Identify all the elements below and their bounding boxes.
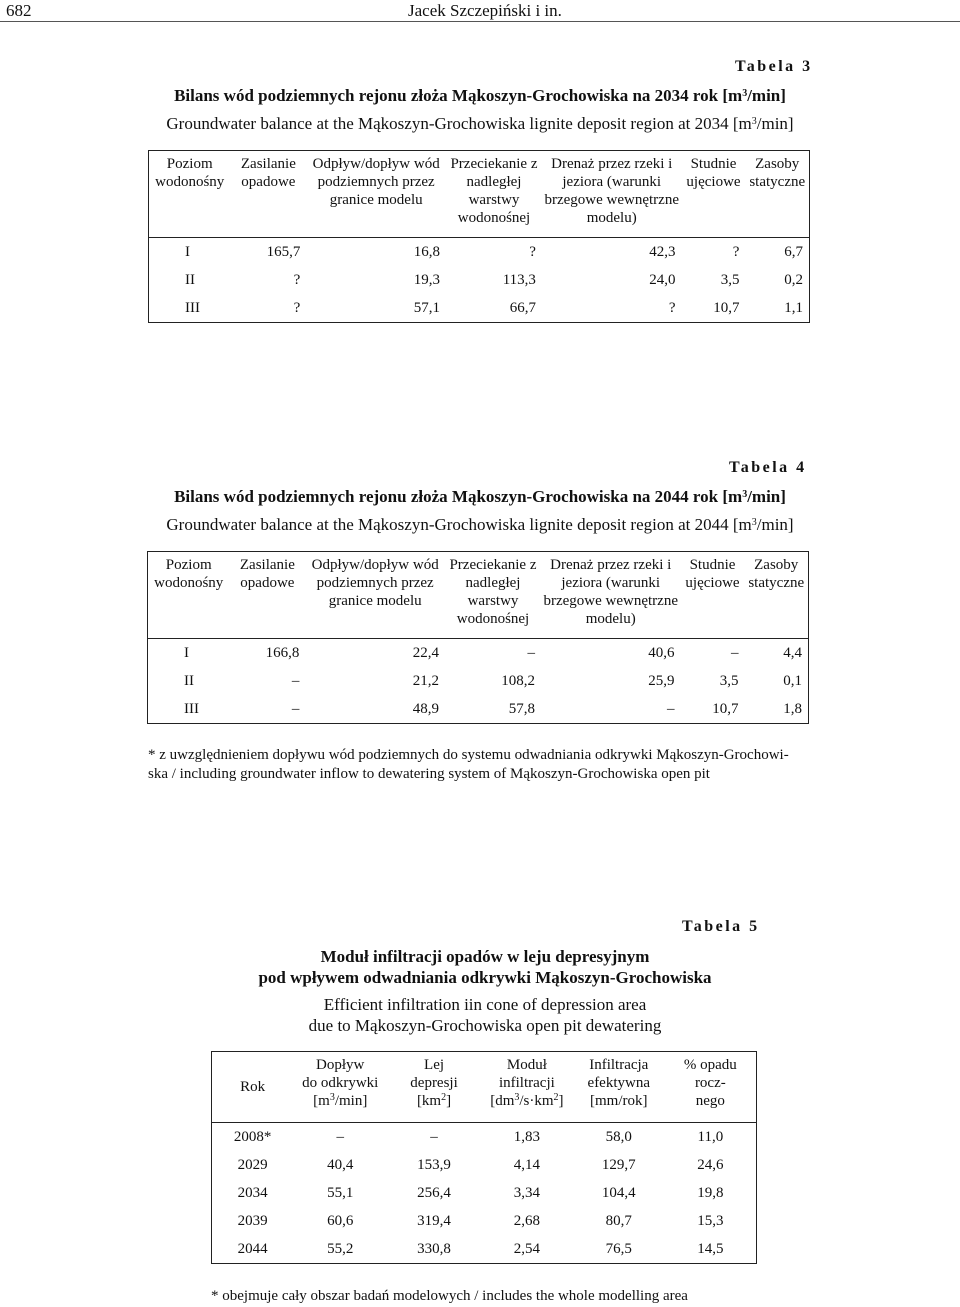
table-cell: 76,5 [573,1235,665,1264]
table-row [148,695,809,724]
table4-title-en: Groundwater balance at the Mąkoszyn-Grochowiska lignite deposit region at 2044 $[m^3/\min]$ [166,515,794,534]
table-cell: 21,2 [412,672,440,689]
table-cell: 3,5 [719,672,739,689]
table-cell: 24,6 [665,1151,757,1179]
table-cell: 15,3 [665,1207,757,1235]
table-cell: 0,2 [745,266,809,294]
table4-footnote: * z uwzględnieniem dopływu wód podziemnych do systemu odwadniania odkrywki Mąkoszyn-Grochowi-ska / including groundwater inflow to dewatering system of Mąkoszyn-Grochowiska open pit [148,747,789,782]
table-cell: III [148,695,230,724]
table-cell: 330,8 [387,1235,481,1264]
table-cell: ? [542,294,682,323]
table-cell: 1,8 [744,695,808,724]
table-row [212,1179,757,1207]
table-cell: 6,7 [745,238,809,267]
table5-col-infiltration: Infiltracja efektywna [mm/rok] [573,1052,665,1123]
table3 [148,150,810,323]
table5 [211,1051,757,1264]
table5-title-pl: Moduł infiltracji opadów w leju depresyjnym pod wpływem odwadniania odkrywki Mąkoszyn-Grochowiska [258,947,712,987]
table-cell: 0,1 [744,667,808,695]
table3-col-2: Odpływ/dopływ wód podziemnych przez granice modelu [306,151,446,238]
table-row [212,1151,757,1179]
table-cell: 66,7 [446,294,542,323]
table-row [148,639,809,668]
table3-col-1: Zasilanie opadowe [230,151,306,238]
table-cell: 129,7 [601,1156,636,1173]
table-cell: III [149,294,231,323]
table-cell: 1,83 [481,1123,573,1152]
table-cell: 14,5 [665,1235,757,1264]
table-cell: 2039 [212,1207,294,1235]
table-cell: 1,1 [745,294,809,323]
table-cell: 165,7 [230,238,306,267]
table-cell: 2,68 [513,1212,540,1229]
table4-title-pl: Bilans wód podziemnych rejonu złoża Mąkoszyn-Grochowiska na 2044 rok $[m^3/\min]$ [174,487,786,506]
table-cell: ? [682,238,746,267]
table-cell: 19,3 [413,271,441,288]
table4-col-1: Zasilanie opadowe [229,552,305,639]
table3-col-3: Przeciekanie z nadległej warstwy wodonośnej [446,151,542,238]
table-cell: 80,7 [605,1212,632,1229]
table-cell: 108,2 [501,672,535,689]
table-cell: – [291,672,300,689]
table-row [148,667,809,695]
table-cell: 113,3 [502,271,536,288]
table3-title-pl: Bilans wód podziemnych rejonu złoża Mąkoszyn-Grochowiska na 2034 rok $[m^3/\min]$ [174,86,786,105]
header-rule [0,21,960,22]
table3-title-en: Groundwater balance at the Mąkoszyn-Grochowiska lignite deposit region at 2034 $[m^3/\min]$ [166,114,794,133]
table-cell: II [149,266,231,294]
table3-col-0: Poziom wodonośny [149,151,231,238]
table-cell: I [149,238,231,267]
table3-col-6: Zasoby statyczne [745,151,809,238]
table-cell: 10,7 [681,695,745,724]
table-cell: 2044 [212,1235,294,1264]
table4-col-6: Zasoby statyczne [744,552,808,639]
table-cell: – [445,639,541,668]
table-cell: I [148,639,230,668]
table-row [149,238,810,267]
table-cell: 4,4 [744,639,808,668]
table-cell: 48,9 [305,695,445,724]
table-cell: 319,4 [417,1212,451,1229]
table-cell: – [293,1123,387,1152]
table-cell: 55,2 [293,1235,387,1264]
table-row [212,1235,757,1264]
table-cell: ? [230,294,306,323]
table-cell: II [148,667,230,695]
table4-col-5: Studnie ujęciowe [681,552,745,639]
table-cell: 4,14 [513,1156,540,1173]
table5-col-cone: Lej depresji $[km^2]$ [387,1052,481,1123]
table-cell: 104,4 [601,1184,636,1201]
running-authors: Jacek Szczepiński i in. [408,1,562,20]
table4-col-2: Odpływ/dopływ wód podziemnych przez granice modelu [305,552,445,639]
table-cell: 3,34 [513,1184,540,1201]
table4-col-0: Poziom wodonośny [148,552,230,639]
table-row [149,266,810,294]
table-row [212,1123,757,1152]
table-cell: 55,1 [327,1184,354,1201]
table-cell: – [541,695,681,724]
table-cell: 19,8 [665,1179,757,1207]
table-cell: 10,7 [682,294,746,323]
table-cell: 2,54 [481,1235,573,1264]
table-cell: 2029 [212,1151,294,1179]
table-cell: 16,8 [306,238,446,267]
table-cell: 40,6 [541,639,681,668]
table5-col-module: Moduł infiltracji $[dm^3/s\cdot km^2]$ [481,1052,573,1123]
table5-title-en: Efficient infiltration iin cone of depression area due to Mąkoszyn-Grochowiska open pit dewatering [308,995,662,1035]
page-number: 682 [6,1,32,20]
table-row [149,294,810,323]
table-cell: 40,4 [327,1156,354,1173]
table5-col-year: Rok [212,1052,294,1123]
table-cell: 166,8 [229,639,305,668]
table-cell: 22,4 [305,639,445,668]
table4 [147,551,809,724]
table-cell: 42,3 [542,238,682,267]
table5-label: Tabela 5 [682,918,760,935]
table-cell: 2034 [212,1179,294,1207]
table5-col-percent: % opadu rocz- nego [665,1052,757,1123]
table3-label: Tabela 3 [735,58,813,75]
table-cell: – [229,695,305,724]
table4-col-3: Przeciekanie z nadległej warstwy wodonośnej [445,552,541,639]
table-cell: – [681,639,745,668]
table-cell: – [387,1123,481,1152]
table-cell: 256,4 [417,1184,451,1201]
table-cell: 24,0 [649,271,676,288]
table-cell: ? [446,238,542,267]
table-cell: 153,9 [417,1156,451,1173]
table5-col-inflow: Dopływ do odkrywki $[m^3/\min]$ [293,1052,387,1123]
table-cell: 25,9 [648,672,675,689]
table-cell: 58,0 [573,1123,665,1152]
table4-col-4: Drenaż przez rzeki i jeziora (warunki brzegowe wewnętrzne modelu) [541,552,681,639]
table-cell: 57,8 [445,695,541,724]
table-cell: 60,6 [327,1212,354,1229]
table4-label: Tabela 4 [729,459,807,476]
table3-col-4: Drenaż przez rzeki i jeziora (warunki brzegowe wewnętrzne modelu) [542,151,682,238]
table3-col-5: Studnie ujęciowe [682,151,746,238]
table-cell: 3,5 [720,271,740,288]
table-cell: 57,1 [306,294,446,323]
running-header [0,0,960,22]
table-row [212,1207,757,1235]
table-cell: 11,0 [665,1123,757,1152]
table-cell: 2008* [212,1123,294,1152]
table5-footnote: * obejmuje cały obszar badań modelowych / includes the whole modelling area [211,1288,688,1304]
table-cell: ? [293,271,301,288]
